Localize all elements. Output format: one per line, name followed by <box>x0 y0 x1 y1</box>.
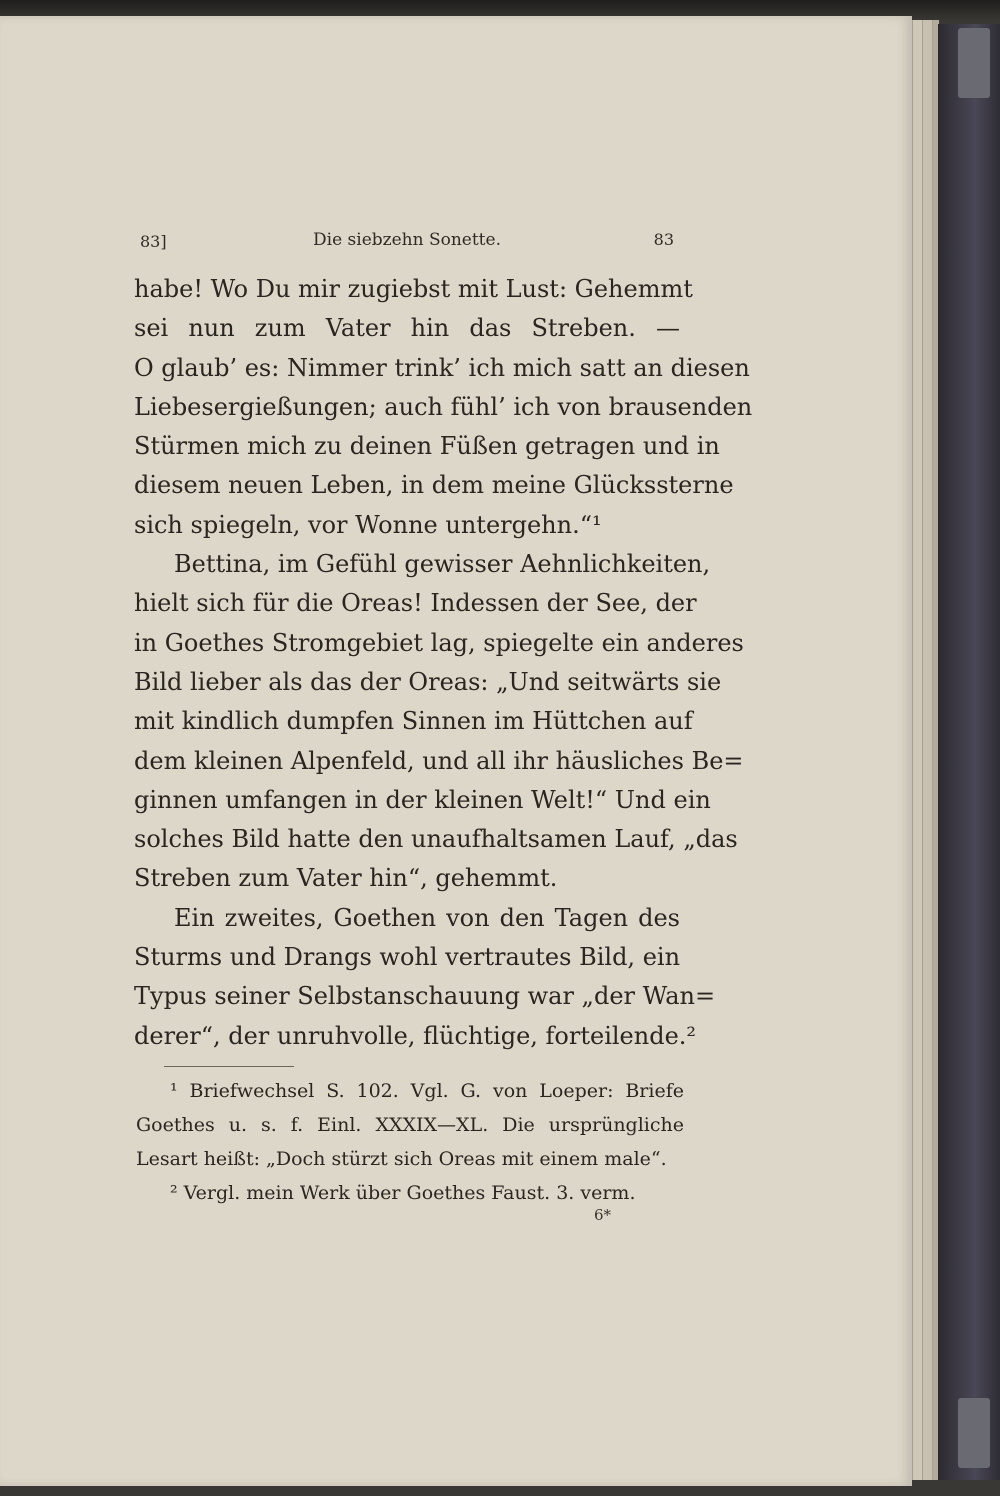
page-number-right: 83 <box>653 230 674 249</box>
text-line: Typus seiner Selbstanschauung war „der Wan= <box>134 982 716 1011</box>
text-line: in Goethes Stromgebiet lag, spiegelte ein anderes <box>134 628 744 657</box>
text-line: ginnen umfangen in der kleinen Welt!“ Und ein <box>134 785 711 814</box>
text-line: Liebesergießungen; auch fühl’ ich von brausenden <box>134 392 753 421</box>
text-line: Sturms und Drangs wohl vertrautes Bild, ein <box>134 943 681 972</box>
text-line: Stürmen mich zu deinen Füßen getragen und in <box>134 432 720 461</box>
footnote-line: ² Vergl. mein Werk über Goethes Faust. 3. verm. <box>170 1182 636 1204</box>
cover-clip-bottom <box>958 1398 990 1468</box>
text-line: sei nun zum Vater hin das Streben. — <box>134 314 680 343</box>
text-line: dem kleinen Alpenfeld, und all ihr häusliches Be= <box>134 746 744 775</box>
text-line: solches Bild hatte den unaufhaltsamen Lauf, „das <box>134 825 738 854</box>
body-text <box>134 270 753 1056</box>
text-line: O glaub’ es: Nimmer trink’ ich mich satt an diesen <box>134 353 750 382</box>
text-line: diesem neuen Leben, in dem meine Glückssterne <box>134 471 734 500</box>
text-line: mit kindlich dumpfen Sinnen im Hüttchen auf <box>134 707 693 736</box>
footnote-line: Goethes u. s. f. Einl. XXXIX—XL. Die ursprüngliche <box>136 1114 684 1136</box>
text-line: habe! Wo Du mir zugiebst mit Lust: Gehemmt <box>134 275 693 303</box>
page-number-left: 83] <box>140 232 167 251</box>
running-header <box>134 224 680 254</box>
text-line: Ein zweites, Goethen von den Tagen des <box>174 903 680 932</box>
footnotes <box>136 1074 684 1210</box>
footnote-line: Lesart heißt: „Doch stürzt sich Oreas mit einem male“. <box>136 1148 667 1170</box>
text-line: hielt sich für die Oreas! Indessen der See, der <box>134 589 697 618</box>
book-cover-edge <box>938 24 1000 1480</box>
text-line: Bettina, im Gefühl gewisser Aehnlichkeiten, <box>174 550 711 579</box>
text-line: derer“, der unruhvolle, flüchtige, forteilende.² <box>134 1021 697 1050</box>
running-title: Die siebzehn Sonette. <box>313 230 501 250</box>
cover-clip-top <box>958 28 990 98</box>
text-line: Bild lieber als das der Oreas: „Und seitwärts sie <box>134 667 722 696</box>
footnote-rule <box>164 1066 294 1067</box>
text-line: Streben zum Vater hin“, gehemmt. <box>134 864 558 893</box>
footnote-line: ¹ Briefwechsel S. 102. Vgl. G. von Loeper: Briefe <box>170 1080 684 1102</box>
signature-mark: 6* <box>594 1206 612 1224</box>
text-line: sich spiegeln, vor Wonne untergehn.“¹ <box>134 510 602 539</box>
